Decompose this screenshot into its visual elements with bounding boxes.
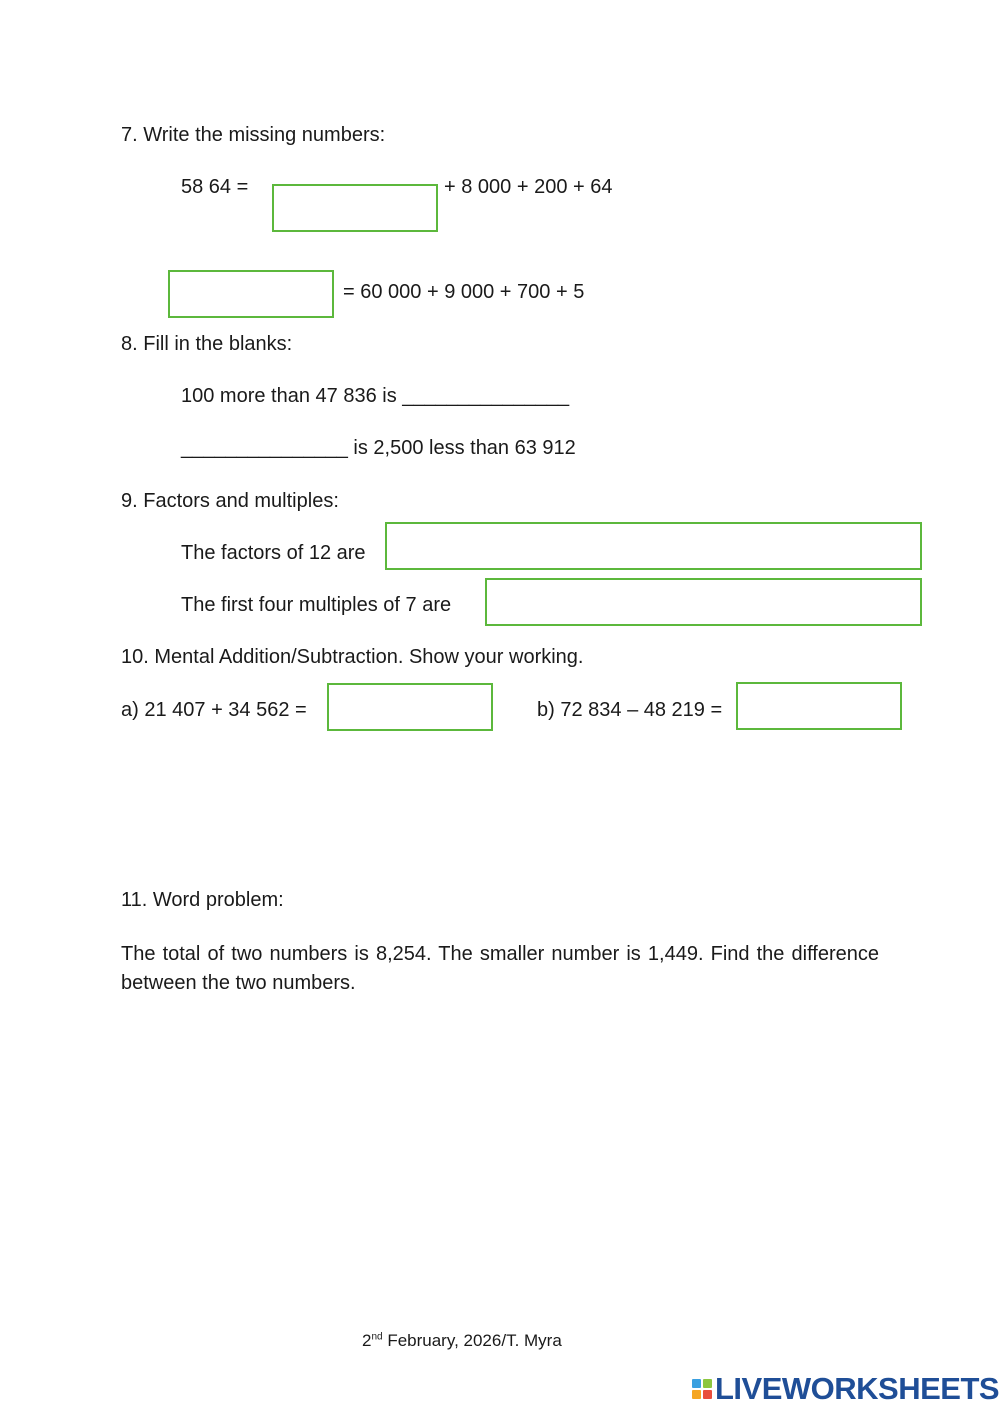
logo-tile bbox=[703, 1390, 712, 1399]
q7-answer-box-2[interactable] bbox=[168, 270, 334, 318]
q9-line2: The first four multiples of 7 are bbox=[181, 594, 452, 616]
q9-multiples-box[interactable] bbox=[485, 578, 922, 626]
footer-day: 2 bbox=[362, 1331, 372, 1350]
q11-heading: 11. Word problem: bbox=[121, 889, 284, 911]
liveworksheets-logo-icon bbox=[692, 1379, 712, 1399]
q7-line1-right: + 8 000 + 200 + 64 bbox=[444, 176, 613, 198]
logo-tile bbox=[703, 1379, 712, 1388]
q8-line2: _______________ is 2,500 less than 63 912 bbox=[181, 437, 576, 459]
q10-b-label: b) 72 834 – 48 219 = bbox=[537, 699, 723, 721]
q9-factors-box[interactable] bbox=[385, 522, 922, 570]
logo-tile bbox=[692, 1390, 701, 1399]
q7-line2-right: = 60 000 + 9 000 + 700 + 5 bbox=[343, 281, 585, 303]
q10-heading: 10. Mental Addition/Subtraction. Show your working. bbox=[121, 646, 584, 668]
footer-date-author bbox=[362, 1331, 562, 1351]
q10-a-label: a) 21 407 + 34 562 = bbox=[121, 699, 307, 721]
q10-b-answer-box[interactable] bbox=[736, 682, 902, 730]
logo-tile bbox=[692, 1379, 701, 1388]
footer-rest: February, 2026/T. Myra bbox=[382, 1331, 562, 1350]
q8-line1: 100 more than 47 836 is _______________ bbox=[181, 385, 570, 407]
q11-problem-text: The total of two numbers is 8,254. The smaller number is 1,449. Find the difference between the two numbers. bbox=[121, 943, 879, 994]
liveworksheets-logo bbox=[692, 1373, 999, 1405]
q9-heading: 9. Factors and multiples: bbox=[121, 490, 339, 512]
liveworksheets-logo-text: LIVEWORKSHEETS bbox=[715, 1371, 1000, 1406]
q9-line1: The factors of 12 are bbox=[181, 542, 366, 564]
q7-line1-left: 58 64 = bbox=[181, 176, 249, 198]
q8-heading: 8. Fill in the blanks: bbox=[121, 333, 293, 355]
footer-day-suffix: nd bbox=[371, 1331, 383, 1343]
q10-a-answer-box[interactable] bbox=[327, 683, 493, 731]
q7-heading: 7. Write the missing numbers: bbox=[121, 124, 386, 146]
q7-answer-box-1[interactable] bbox=[272, 184, 438, 232]
